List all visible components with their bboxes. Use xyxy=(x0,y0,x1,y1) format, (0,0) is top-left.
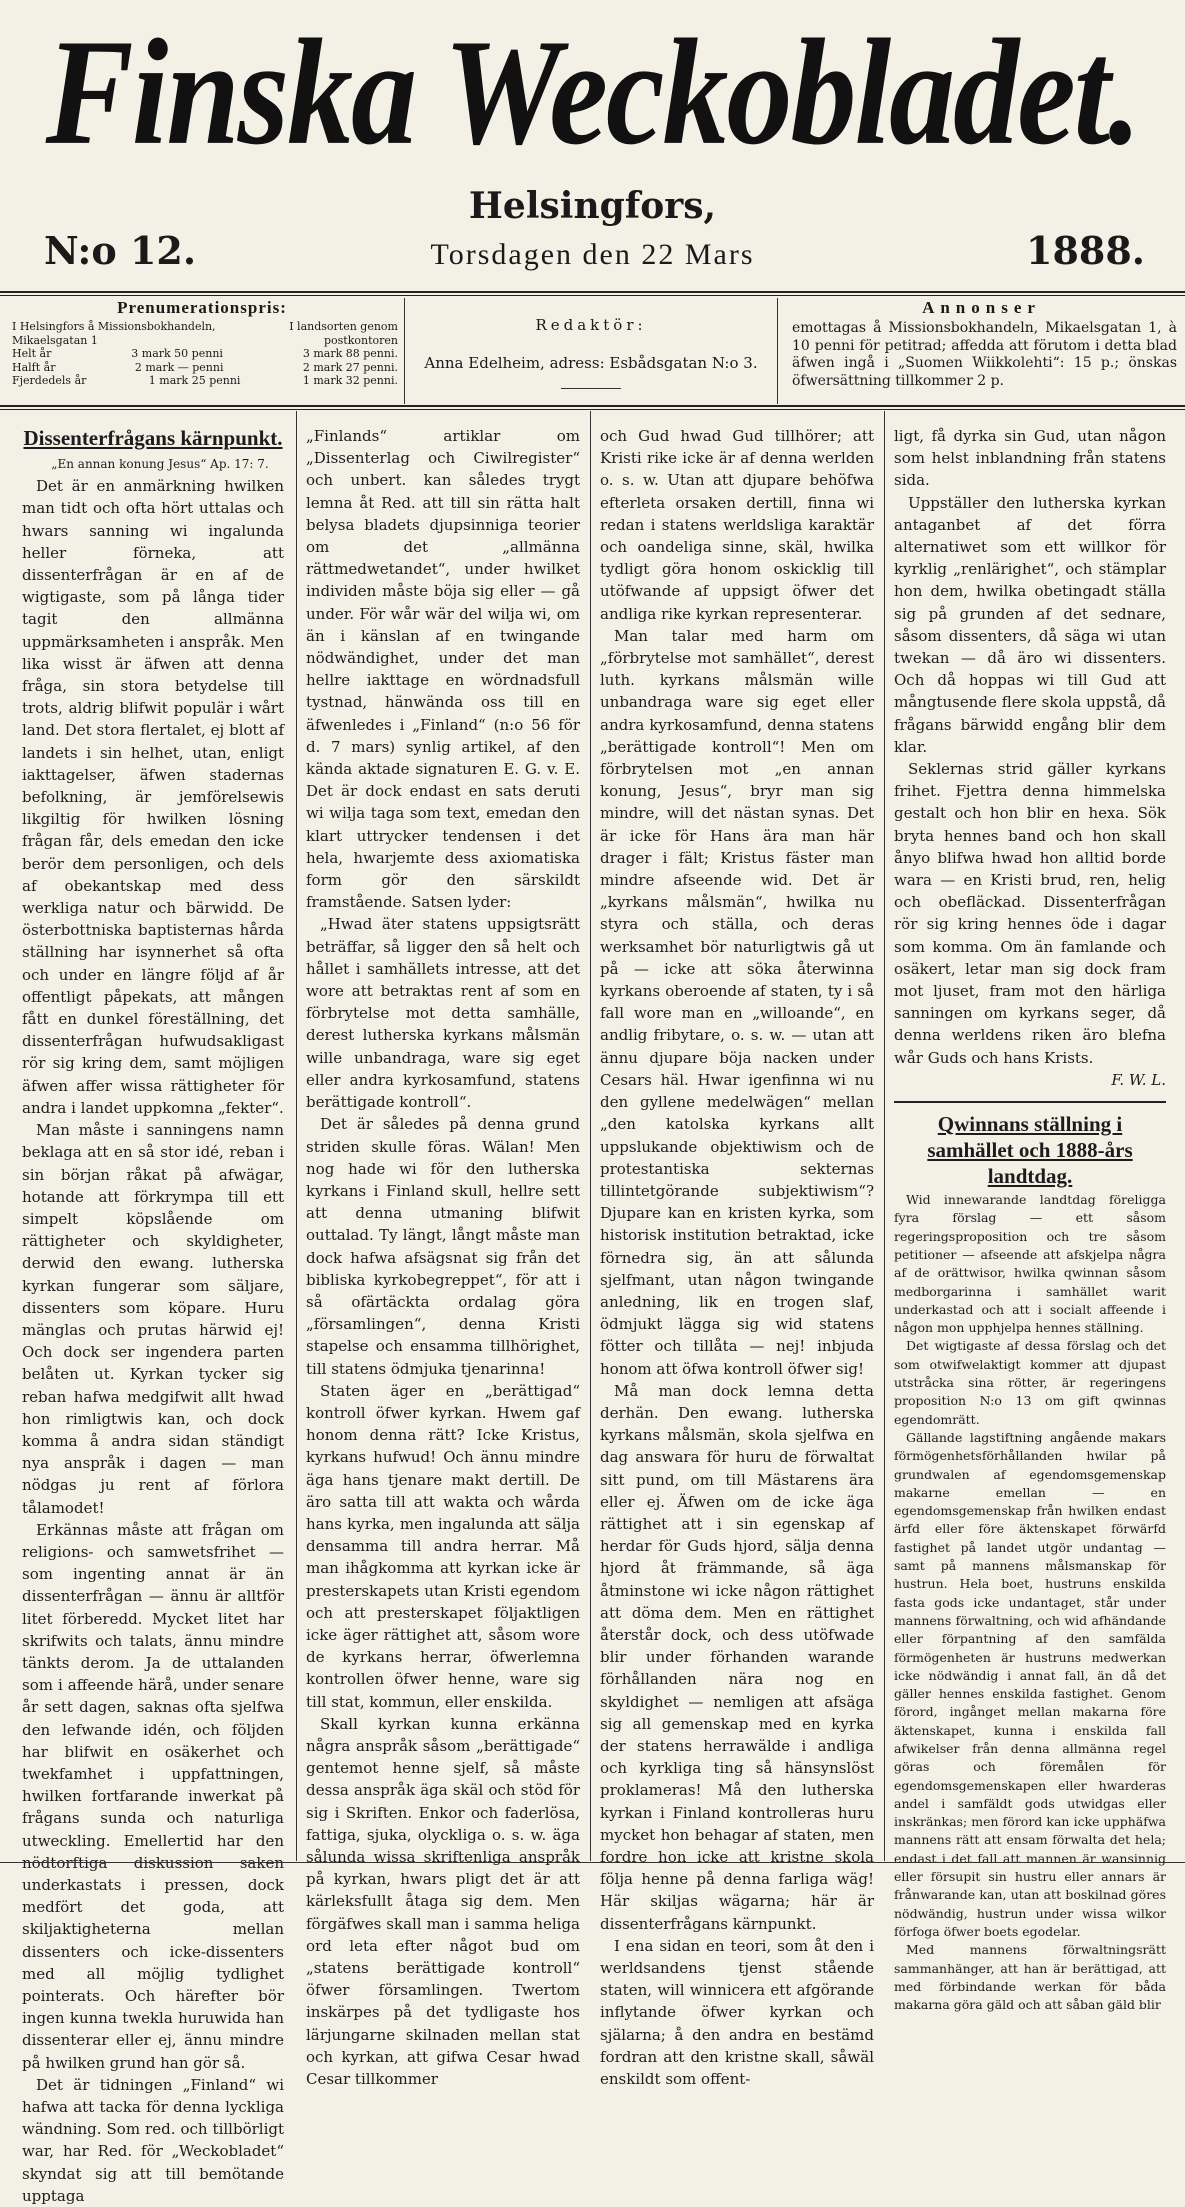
paragraph: Det wigtigaste af dessa förslag och det som otwifwelaktigt kommer att djupast utstråcka sina rötter, är regeringens proposition N:o 13 om gift qwinnas egendomrätt. xyxy=(894,1338,1166,1427)
subscription-city-price: 1 mark 25 penni xyxy=(148,374,241,387)
column-3 xyxy=(600,425,874,2089)
column-4 xyxy=(894,425,1166,2013)
paragraph: Skall kyrkan kunna erkänna några anspråk såsom „berättigade“ gentemot henne sjelf, så måste dessa anspråk äga skäl och stöd för sig i Skriften. Enkor och faderlösa, fattiga, sjuka, olyckliga o. s. w. äga sålunda wissa skriftenliga anspråk på kyrkan, hwars pligt det är att kärleksfullt åtaga sig dem. Men förgäfwes skall man i samma heliga ord leta efter något bud om „statens berättigade kontroll“ öfwer församlingen. Twertom inskärpes på det tydligaste hos lärjungarne skilnaden mellan stat och kyrkan, att gifwa Cesar hwad Cesar tillkommer xyxy=(306,1714,580,2089)
adverts-heading: Annonser xyxy=(922,298,1041,317)
subscription-city-label: I Helsingfors å Missionsbokhandeln, Mikaelsgatan 1 xyxy=(12,320,216,347)
paragraph: Uppställer den lutherska kyrkan antaganbet af det förra alternatiwet som ett willkor för kyrklig „renlärighet“, och stämplar hon dem, hwilka obetingadt ställa sig på grunden af det sednare, såsom dissenters, då säga wi utan twekan — då äro wi dissenters. Och då hoppas wi till Gud att mångtusende flere skola uppstå, då frågans bärwidd engång blir dem klar. xyxy=(894,493,1166,756)
subscription-columns xyxy=(12,320,398,347)
paragraph: „Finlands“ artiklar om „Dissenterlag och Ciwilregister“ och unbert. kan således trygt lemna åt Red. att till sin rätta halt belysa bladets djupsinniga teorier om det „allmänna rättmedwetandet“, under hwilket individen måste böja sig eller — gå under. För wår wär del wilja wi, om än i känslan af en twingande nödwändighet, under det man hellre iakttage en wördnadsfull tystnad, hänwända oss till en äfwenledes i „Finland“ (n:o 56 för d. 7 mars) synlig artikel, af den kända aktade signaturen E. G. v. E. Det är dock endast en sats deruti wi wilja taga som text, emedan den klart uttrycker tendensen i det hela, hwarjemte dess axiomatiska form gör den särskildt framstående. Satsen lyder: xyxy=(306,427,580,912)
article-signature: F. W. L. xyxy=(1111,1070,1166,1089)
article-columns xyxy=(0,411,1185,2205)
paragraph: Erkännas måste att frågan om religions- och samwetsfrihet — som ingenting annat är än dissenterfrågan — ännu är alltför litet förberedd. Mycket litet har skrifwits och talats, ännu mindre tänkts derom. Ja de uttalanden som i affeende härå, under senare år sett dagen, saknas ofta sjelfwa den lefwande idén, och följden har blifwit en osäkerhet och twekfamhet i uppfattningen, hwilken fortfarande inwerkat på frågans sunda och naturliga utweckling. Emellertid har den nödtorftiga diskussion saken underkastats i pressen, dock medfört det goda, att skiljaktigheterna mellan dissenters och icke-dissenters med all möjlig tydlighet pointerats. Och härefter bör ingen kunna twekla huruwida han dissenterar eller ej, ännu mindre på hwilken grund han gör så. xyxy=(22,1520,284,2072)
column-rule xyxy=(590,411,591,1861)
subscription-row xyxy=(12,374,398,388)
subscription-row xyxy=(12,347,398,361)
paragraph: och Gud hwad Gud tillhörer; att Kristi rike icke är af denna werlden o. s. w. Utan att djupare behöfwa efterleta orsaken dertill, finna wi redan i statens werldsliga karaktär och oandeliga sinne, skäl, hwilka tydligt göra honom oskicklig till utöfwande af uppsigt öfwer det andliga rike kyrkan representerar. xyxy=(600,427,874,623)
issue-date: Torsdagen den 22 Mars xyxy=(430,238,755,271)
paragraph: ligt, få dyrka sin Gud, utan någon som helst inblandning från statens sida. xyxy=(894,427,1166,490)
newspaper-title: Finska Weckobladet. xyxy=(45,7,1140,177)
paragraph: Gällande lagstiftning angående makars förmögenhetsförhållanden hwilar på grundwalen af egendomsgemenskap makarne emellan — en egendomsgemenskap från hwilken endast ärfd eller före äktenskapet förwärfd fastighet på landet utgör undantag — samt på mannens målsmanskap för hustrun. Hela boet, hustruns enskilda fasta gods icke undantaget, står under mannens förwaltning, och wid afhändande eller förpantning af den samfälda förmögenheten är hustruns medwerkan icke nödwändig i annat fall, än då det gäller hennes enskilda fastighet. Genom förord, ingånget mellan makarna före äktenskapet, kunna i enskilda fall afwikelser från denna allmänna regel göras och föremålen för egendomsgemenskapen eller hwarderas andel i samfäldt gods utwidgas eller inskränkas; men förord kan icke upphäfwa mannens rätt att ensam förwalta det hela; endast i det fall att mannen är wansinnig eller försupit sin hustru eller annars är frånwarande kan, utan att boskilnad göres nödwändig, hustrun under wissa wilkor förfoga öfwer boets egodelar. xyxy=(894,1429,1166,1939)
paragraph: Det är en anmärkning hwilken man tidt och ofta hört uttalas och hwars sanning wi ingalunda heller förneka, att dissenterfrågan är en af de wigtigaste, som på långa tider tagit den allmänna uppmärksamheten i anspråk. Men lika wisst är äfwen att denna fråga, sin stora betydelse till trots, aldrig blifwit populär i wårt land. Det stora flertalet, ej blott af landets i sin helhet, utan, enligt iakttagelser, äfwen stadernas befolkning, är jemförelsewis likgiltig för hwilken lösning frågan får, dels emedan den icke berör dem personligen, och dels af obekantskap med dess werkliga natur och bärwidd. De österbottniska baptisternas hårda ställning har isynnerhet så ofta och under en längre följd af år offentligt påpekats, att mången fått en dunkel föreställning, det dissenterfrågan hufwudsakligast rör sig kring dem, samt möjligen äfwen affer wissa rättigheter för andra i landet uppkomna „fekter“. xyxy=(22,477,284,1117)
column-2 xyxy=(306,425,580,2089)
article2 xyxy=(894,1101,1166,2014)
masthead-rule xyxy=(0,291,1185,296)
page-bottom-rule xyxy=(0,1862,1185,1863)
paragraph: I ena sidan en teori, som åt den i werldsandens tjenst stående staten, will winnicera ett afgörande inflytande öfwer kyrkan och själarna; å den andra en bestämd fordran att den kristne skall, såwäl enskildt som offent- xyxy=(600,1936,874,2089)
paragraph: Må man dock lemna detta derhän. Den ewang. lutherska kyrkans målsmän, skola sjelfwa en dag answara för huru de förwaltat sitt pund, om till Mästarens ära eller ej. Äfwen om de icke äga rättighet att i sin egenskap af herdar för Guds hjord, sälja denna hjord åt främmande, så äga åtminstone wi icke någon rättighet att döma dem. Men en rättighet återstår dock, och dess utöfwade blir under förhanden warande förhållanden nära nog en skyldighet — nemligen att afsäga sig all gemenskap med en kyrka der statens herrawälde i andliga och kyrkliga ting så hänsynslöst proklameras! Må den lutherska kyrkan i Finland kontrolleras huru mycket hon behagar af staten, men fordre hon icke att kristne skola följa henne på denna farliga wäg! Här skiljas wägarna; här är dissenterfrågans kärnpunkt. xyxy=(600,1381,874,1933)
infobar-rule xyxy=(0,405,1185,410)
issue-year: 1888. xyxy=(1026,228,1145,273)
subscription-country-price: 1 mark 32 penni. xyxy=(302,374,398,387)
subscription-country-label: I landsorten genom postkontoren xyxy=(289,320,398,347)
editor-name: Anna Edelheim, adress: Esbådsgatan N:o 3. xyxy=(424,354,758,372)
column-rule xyxy=(296,411,297,1861)
article2-headline: Qwinnans ställning i samhället och 1888-års landtdag. xyxy=(927,1112,1133,1189)
subscription-city-price: 3 mark 50 penni xyxy=(131,347,223,360)
column-rule xyxy=(884,411,885,1861)
adverts-text: emottagas å Missionsbokhandeln, Mikaelsgatan 1, à 10 penni för petitrad; affedda att förutom i detta blad äfwen ingå i „Suomen Wiikkolehti“: 15 p.; önskas öfwersättning tillkommer 2 p. xyxy=(792,320,1177,389)
column-1 xyxy=(22,425,284,2205)
paragraph: Med mannens förwaltningsrätt sammanhänger, att han är berättigad, att med förbindande werkan för båda makarna göra gäld och att såban gäld blir xyxy=(894,1942,1166,2013)
subscription-row xyxy=(12,361,398,375)
paragraph: Man talar med harm om „förbrytelse mot samhället“, derest luth. kyrkans målsmän wille unbandraga ware sig eget eller andra kyrkosamfund, denna statens „berättigade kontroll“! Men om förbrytelsen mot „en annan konung, Jesus“, bryr man sig mindre, will det nästan synas. Det är icke för Hans ära man här drager i fält; Kristus fäster man mindre afseende wid. Det är „kyrkans målsmän“, hwilka nu styra och ställa, och deras werksamhet bör naturligtwis gå ut på — icke att söka återwinna kyrkans oberoende af staten, ty i så fall wore man en „willoande“, en andlig fribytare, o. s. w. — utan att ännu djupare böja nacken under Cesars häl. Hwar igenfinna wi nu den gyllene medelwägen“ mellan „den katolska kyrkans allt uppslukande objektiwism och de protestantiska sekternas tillintetgörande subjektiwism“? Djupare kan en kristen kyrka, som historisk institution betraktad, icke förnedra sig, än att sålunda sjelfmant, utan någon twingande anledning, lik en trogen slaf, ödmjukt lägga sig wid statens fötter och tillåta — nej! inbjuda honom att öfwa kontroll öfwer sig! xyxy=(600,626,874,1378)
paragraph: Staten äger en „berättigad“ kontroll öfwer kyrkan. Hwem gaf honom denna rätt? Icke Kristus, kyrkans hufwud! Och ännu mindre äga hans tjenare makt dertill. De äro satta till att wakta och wårda hans kyrka, men ingalunda att sälja densamma till andra herrar. Må man ihågkomma att kyrkan icke är presterskapets utan Kristi egendom och att presterskapet följaktligen icke äger rättighet att, såsom wore de kyrkans herrar, öfwerlemna kontrollen öfwer henne, ware sig till stat, kommun, eller enskilda. xyxy=(306,1381,580,1711)
paragraph: Man måste i sanningens namn beklaga att en så stor idé, reban i sin början råkat på afwägar, hotande att förkrympa till ett simpelt köpslående om rättigheter och skyldigheter, derwid den ewang. lutherska kyrkan fungerar som säljare, dissenters som köpare. Huru mänglas och prutas härwid ej! Och dock ser ingendera parten belåten ut. Kyrkan tycker sig reban hafwa medgifwit allt hwad hon rimligtwis kan, och dock komma å andra sidan ständigt nya anspråk i dagen — man nödgas ju rent af förlora tålamodet! xyxy=(22,1121,284,1517)
issue-number: N:o 12. xyxy=(44,228,197,273)
subscription-country-price: 2 mark 27 penni. xyxy=(302,360,398,374)
article-headline: Dissenterfrågans kärnpunkt. xyxy=(23,426,283,450)
info-bar xyxy=(0,298,1185,404)
adverts-box xyxy=(778,298,1185,404)
subscription-box xyxy=(0,298,405,404)
subscription-country-price: 3 mark 88 penni. xyxy=(302,347,398,360)
subscription-period: Helt år xyxy=(12,347,52,360)
subscription-city-price: 2 mark — penni xyxy=(134,360,224,374)
article-motto: „En annan konung Jesus“ Ap. 17: 7. xyxy=(51,457,269,471)
paragraph: „Hwad äter statens uppsigtsrätt beträffar, så ligger den så helt och hållet i samhällets intresse, att det wore att betraktas rent af som en förbrytelse mot detta samhälle, derest lutherska kyrkans målsmän wille unbandraga, ware sig eget eller andra kyrkosamfund, statens berättigade kontroll“. xyxy=(306,915,580,1112)
editor-box xyxy=(405,298,778,404)
paragraph: Det är således på denna grund striden skulle föras. Wälan! Men nog hade wi för den lutherska kyrkans i Finland skull, hellre sett att denna utmaning blifwit outtalad. Ty längt, långt måste man dock hafwa afsägsnat sig från det bibliska kyrkobegreppet“, för att i så ofärtäckta ordalag göra „församlingen“, denna Kristi stapelse och ensamma tillhörighet, till statens ödmjuka tjenarinna! xyxy=(306,1115,580,1378)
editor-label: Redaktör: xyxy=(535,316,647,334)
paragraph: Seklernas strid gäller kyrkans frihet. Fjettra denna himmelska gestalt och hon blir en hexa. Sök bryta hennes band och hon skall ånyo blifwa hwad hon alltid borde wara — en Kristi brud, ren, helig och obefläckad. Dissenterfrågan rör sig kring hennes öde i dagar som komma. Om än famlande och osäkert, letar man sig dock fram mot ljuset, fram mot den härliga sanningen om kyrkans seger, då denna werldens riken äro blefna wår Guds och hans Krists. xyxy=(894,760,1166,1067)
paragraph: Det är tidningen „Finland“ wi hafwa att tacka för denna lyckliga wändning. Som red. och tillbörligt war, har Red. för „Weckobladet“ skyndat sig att till bemötande upptaga xyxy=(22,2075,284,2205)
subscription-period: Fjerdedels år xyxy=(12,374,87,387)
subscription-period: Halft år xyxy=(12,360,56,374)
paragraph: Wid innewarande landtdag föreligga fyra förslag — ett såsom regeringsproposition och tre såsom petitioner — afseende att afskjelpa några af de orättwisor, hwilka qwinnan såsom medborgarinna i samhället warit underkastad och att i socialt affeende i någon mon upphjelpa hennes ställning. xyxy=(894,1192,1166,1336)
masthead xyxy=(0,0,1185,296)
publication-place: Helsingfors, xyxy=(468,185,717,227)
editor-divider xyxy=(561,388,621,389)
subscription-heading: Prenumerationspris: xyxy=(117,298,287,317)
